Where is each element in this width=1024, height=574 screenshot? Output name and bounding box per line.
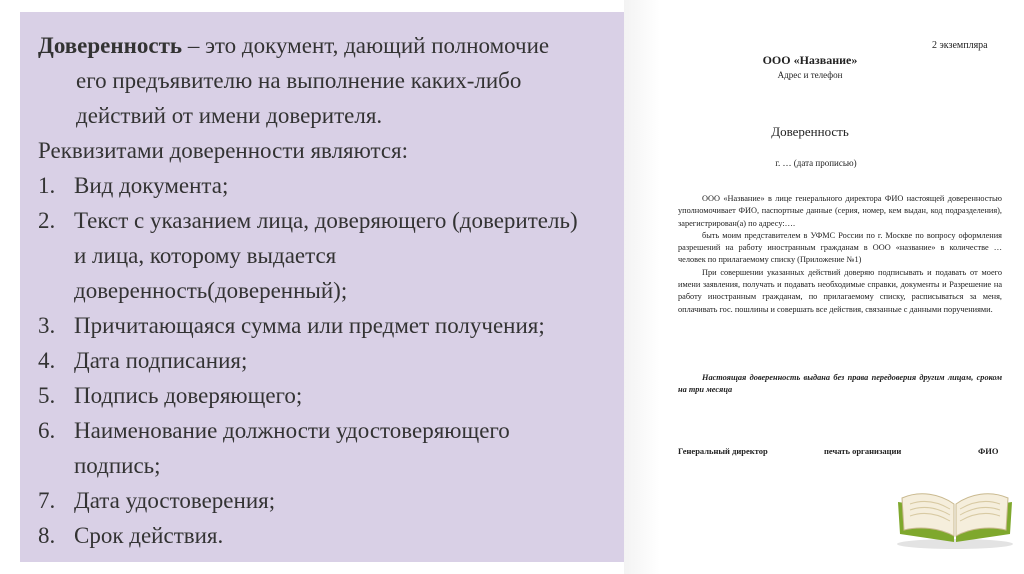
list-item bbox=[38, 343, 648, 378]
list-item-number: 8. bbox=[38, 523, 56, 548]
list-item bbox=[38, 378, 648, 413]
list-item-text: и лица, которому выдается bbox=[74, 243, 337, 268]
document-paragraph-2: быть моим представителем в УФМС России по г. Москве по вопросу оформления разрешений на работу иностранным гражданам в ООО «название» в количестве … человек по прилагаемому списку (Приложение №1) bbox=[678, 230, 1002, 265]
signature-position: Генеральный директор bbox=[678, 446, 768, 456]
list-item-text: Причитающаяся сумма или предмет получения; bbox=[74, 313, 545, 338]
document-paragraph-3: При совершении указанных действий доверяю подписывать и подавать от моего имени заявления, получать и подавать необходимые справки, документы и Разрешение на работу иностранным гражданам, по прилагаемому списку, расписываться за меня, оплачивать гос. пошлины и совершать все действия, связанные с данными поручениями. bbox=[678, 267, 1002, 314]
definition-rest: – это документ, дающий полномочие bbox=[182, 33, 550, 58]
requisites-text bbox=[38, 28, 648, 553]
list-item bbox=[38, 413, 648, 483]
signature-stamp: печать организации bbox=[824, 446, 902, 456]
list-item-text: Срок действия. bbox=[74, 523, 224, 548]
open-book-icon bbox=[890, 480, 1020, 550]
list-item bbox=[38, 168, 648, 203]
list-item-text: Дата удостоверения; bbox=[74, 488, 276, 513]
list-item-number: 2. bbox=[38, 208, 56, 233]
list-item-number: 6. bbox=[38, 418, 56, 443]
list-item bbox=[38, 518, 648, 553]
document-date-line: г. … (дата прописью) bbox=[775, 158, 857, 168]
list-item-text: подпись; bbox=[74, 453, 161, 478]
requisites-heading: Реквизитами доверенности являются: bbox=[38, 138, 409, 163]
copies-note: 2 экземпляра bbox=[932, 40, 988, 51]
definition-term: Доверенность bbox=[38, 33, 183, 58]
signature-name: ФИО bbox=[978, 446, 999, 456]
list-item-number: 5. bbox=[38, 383, 56, 408]
definition-line-2: его предъявителю на выполнение каких-либо bbox=[76, 68, 522, 93]
document-title: Доверенность bbox=[771, 124, 849, 139]
definition-line-1 bbox=[38, 28, 648, 63]
list-item bbox=[38, 308, 648, 343]
list-item-text: Текст с указанием лица, доверяющего (доверитель) bbox=[74, 208, 578, 233]
list-item-number: 1. bbox=[38, 173, 56, 198]
list-item bbox=[38, 203, 648, 308]
list-item-text: Подпись доверяющего; bbox=[74, 383, 303, 408]
company-address: Адрес и телефон bbox=[777, 70, 843, 80]
company-name: ООО «Название» bbox=[762, 53, 858, 67]
list-item-text: Вид документа; bbox=[74, 173, 229, 198]
document-validity-note: Настоящая доверенность выдана без права передоверия другим лицам, сроком на три месяца bbox=[678, 373, 1002, 395]
definition-line-3: действий от имени доверителя. bbox=[76, 103, 383, 128]
list-item-text: Наименование должности удостоверяющего bbox=[74, 418, 510, 443]
list-item bbox=[38, 483, 648, 518]
document-paragraph-1: ООО «Название» в лице генерального директора ФИО настоящей доверенностью уполномочивает ФИО, паспортные данные (серия, номер, кем выдан, код подразделения), зарегистрирован(а) по адресу:…. bbox=[678, 194, 1002, 228]
document-body bbox=[678, 193, 1002, 316]
requisites-list bbox=[38, 168, 648, 553]
list-item-number: 7. bbox=[38, 488, 56, 513]
list-item-number: 3. bbox=[38, 313, 56, 338]
list-item-number: 4. bbox=[38, 348, 56, 373]
list-item-text: Дата подписания; bbox=[74, 348, 248, 373]
list-item-text: доверенность(доверенный); bbox=[74, 278, 348, 303]
